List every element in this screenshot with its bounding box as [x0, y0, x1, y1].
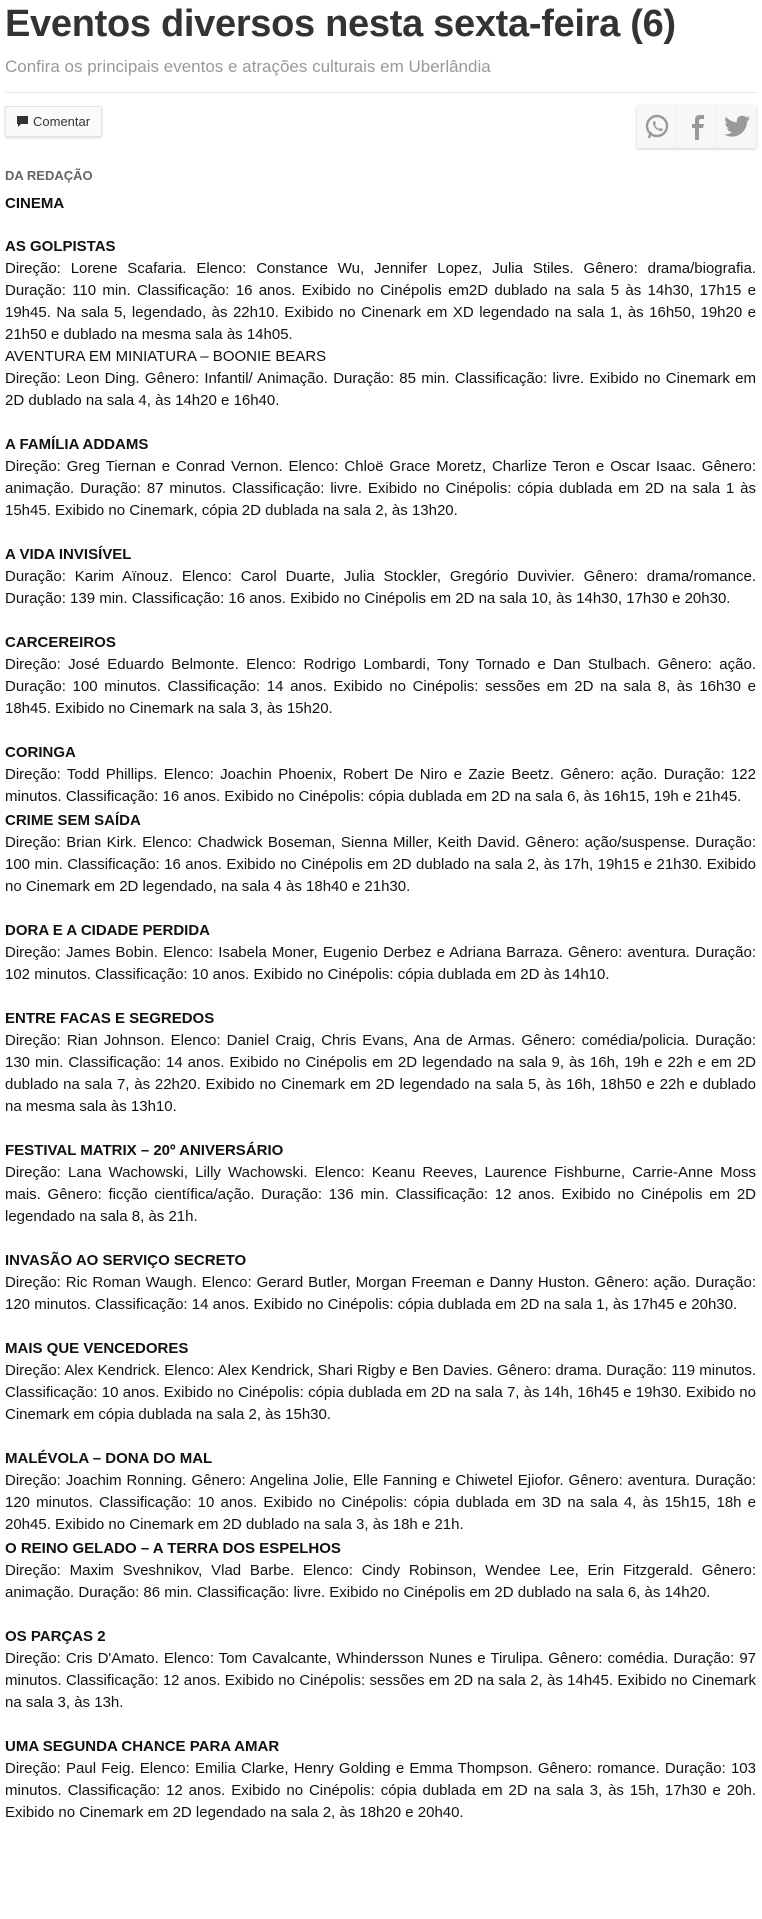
movie-details: Direção: James Bobin. Elenco: Isabela Moner, Eugenio Derbez e Adriana Barraza. Gênero: aventura. Duração: 102 minutos. Classificação: 10 anos. Exibido no Cinépolis: cópia dublada em 2D às 14h10.	[5, 944, 756, 983]
movie-details: Direção: Lana Wachowski, Lilly Wachowski. Elenco: Keanu Reeves, Laurence Fishburne, Carrie-Anne Moss mais. Gênero: ficção científica/ação. Duração: 136 min. Classificação: 12 anos. Exibido no Cinépolis em 2D legendado na sala 8, às 21h.	[5, 1164, 756, 1225]
movie-details: Direção: Leon Ding. Gênero: Infantil/ Animação. Duração: 85 min. Classificação: livre. Exibido no Cinemark em 2D dublado na sala 4, às 14h20 e 16h40.	[5, 370, 756, 409]
article-subtitle: Confira os principais eventos e atrações culturais em Uberlândia	[5, 57, 491, 76]
movie-details: Duração: Karim Aïnouz. Elenco: Carol Duarte, Julia Stockler, Gregório Duvivier. Gênero: drama/romance. Duração: 139 min. Classificação: 16 anos. Exibido no Cinépolis em 2D na sala 10, às 14h30, 17h30 e 20h30.	[5, 568, 756, 607]
facebook-icon[interactable]	[677, 105, 717, 148]
whatsapp-icon[interactable]	[637, 105, 677, 148]
movie-entry	[5, 810, 756, 898]
movie-details: Direção: José Eduardo Belmonte. Elenco: Rodrigo Lombardi, Tony Tornado e Dan Stulbach. Gênero: ação. Duração: 100 minutos. Classificação: 14 anos. Exibido no Cinépolis: sessões em 2D na sala 8, às 16h30 e 18h45. Exibido no Cinemark na sala 3, às 15h20.	[5, 656, 756, 717]
movie-entry	[5, 544, 756, 610]
comment-button[interactable]	[5, 106, 102, 137]
byline: DA REDAÇÃO	[5, 168, 93, 183]
movie-details: Direção: Rian Johnson. Elenco: Daniel Craig, Chris Evans, Ana de Armas. Gênero: comédia/policia. Duração: 130 min. Classificação: 14 anos. Exibido no Cinépolis em 2D legendado na sala 9, às 16h, 19h e 22h e em 2D dublado na sala 7, às 22h20. Exibido no Cinemark em 2D legendado na sala 5, às 16h, 18h50 e 22h e dublado na mesma sala às 13h10.	[5, 1032, 756, 1115]
movie-entry	[5, 1250, 756, 1316]
movie-title: CRIME SEM SAÍDA	[5, 812, 141, 829]
movie-details: Direção: Paul Feig. Elenco: Emilia Clarke, Henry Golding e Emma Thompson. Gênero: romance. Duração: 103 minutos. Classificação: 12 anos. Exibido no Cinépolis: cópia dublada em 2D na sala 3, às 15h, 17h30 e 20h. Exibido no Cinemark em 2D legendado na sala 2, às 18h20 e 20h40.	[5, 1760, 756, 1821]
movie-title: A VIDA INVISÍVEL	[5, 546, 132, 563]
movie-list	[5, 236, 756, 1824]
movie-entry	[5, 236, 756, 412]
movie-details: Direção: Brian Kirk. Elenco: Chadwick Boseman, Sienna Miller, Keith David. Gênero: ação/suspense. Duração: 100 min. Classificação: 16 anos. Exibido no Cinépolis em 2D dublado na sala 2, às 17h, 19h15 e 21h30. Exibido no Cinemark em 2D legendado, na sala 4 às 18h40 e 21h30.	[5, 834, 756, 895]
movie-title: OS PARÇAS 2	[5, 1628, 106, 1645]
movie-entry	[5, 1140, 756, 1228]
movie-details: Direção: Maxim Sveshnikov, Vlad Barbe. Elenco: Cindy Robinson, Wendee Lee, Erin Fitzgerald. Gênero: animação. Duração: 86 min. Classificação: livre. Exibido no Cinépolis em 2D dublado na sala 6, às 14h20.	[5, 1562, 756, 1601]
section-heading: CINEMA	[5, 195, 65, 212]
movie-entry	[5, 1008, 756, 1118]
movie-title: MALÉVOLA – DONA DO MAL	[5, 1450, 213, 1467]
page-title: Eventos diversos nesta sexta-feira (6)	[5, 3, 676, 45]
movie-entry	[5, 1538, 756, 1604]
movie-entry	[5, 1626, 756, 1714]
movie-details: Direção: Ric Roman Waugh. Elenco: Gerard Butler, Morgan Freeman e Danny Huston. Gênero: ação. Duração: 120 minutos. Classificação: 14 anos. Exibido no Cinépolis: cópia dublada em 2D na sala 1, às 17h45 e 20h30.	[5, 1274, 756, 1313]
movie-details: Direção: Lorene Scafaria. Elenco: Constance Wu, Jennifer Lopez, Julia Stiles. Gênero: drama/biografia. Duração: 110 min. Classificação: 16 anos. Exibido no Cinépolis em2D dublado na sala 5 às 14h30, 17h15 e 19h45. Na sala 5, legendado, às 22h10. Exibido no Cinenark em XD legendado na sala 1, às 16h50, 19h20 e 21h50 e dublado na mesma sala às 14h05.	[5, 260, 756, 343]
movie-details: Direção: Todd Phillips. Elenco: Joachin Phoenix, Robert De Niro e Zazie Beetz. Gênero: ação. Duração: 122 minutos. Classificação: 16 anos. Exibido no Cinépolis: cópia dublada em 2D na sala 6, às 16h15, 19h e 21h45.	[5, 766, 756, 805]
movie-title: FESTIVAL MATRIX – 20º ANIVERSÁRIO	[5, 1142, 284, 1159]
movie-details: Direção: Joachim Ronning. Gênero: Angelina Jolie, Elle Fanning e Chiwetel Ejiofor. Gênero: aventura. Duração: 120 minutos. Classificação: 10 anos. Exibido no Cinépolis: cópia dublada em 3D na sala 4, às 15h15, 18h e 20h45. Exibido no Cinemark em 2D dublado na sala 3, às 18h e 21h.	[5, 1472, 756, 1533]
movie-entry	[5, 1736, 756, 1824]
movie-title: MAIS QUE VENCEDORES	[5, 1340, 189, 1357]
twitter-icon[interactable]	[717, 105, 756, 148]
movie-entry	[5, 742, 756, 808]
movie-entry	[5, 434, 756, 522]
movie-details: Direção: Cris D'Amato. Elenco: Tom Cavalcante, Whindersson Nunes e Tirulipa. Gênero: comédia. Duração: 97 minutos. Classificação: 12 anos. Exibido no Cinépolis: sessões em 2D na sala 2, às 14h45. Exibido no Cinemark na sala 3, às 13h.	[5, 1650, 756, 1711]
movie-title: ENTRE FACAS E SEGREDOS	[5, 1010, 215, 1027]
movie-title: DORA E A CIDADE PERDIDA	[5, 922, 211, 939]
share-buttons	[637, 105, 756, 148]
movie-title: CORINGA	[5, 744, 76, 761]
comment-label: Comentar	[33, 114, 91, 129]
comment-icon	[16, 115, 29, 128]
movie-details: AVENTURA EM MINIATURA – BOONIE BEARS	[5, 348, 327, 365]
action-bar	[5, 103, 756, 163]
movie-title: A FAMÍLIA ADDAMS	[5, 436, 149, 453]
movie-entry	[5, 1338, 756, 1426]
movie-title: AS GOLPISTAS	[5, 238, 116, 255]
movie-entry	[5, 920, 756, 986]
movie-entry	[5, 632, 756, 720]
movie-title: O REINO GELADO – A TERRA DOS ESPELHOS	[5, 1540, 341, 1557]
divider	[5, 92, 756, 93]
movie-details: Direção: Greg Tiernan e Conrad Vernon. Elenco: Chloë Grace Moretz, Charlize Teron e Oscar Isaac. Gênero: animação. Duração: 87 minutos. Classificação: livre. Exibido no Cinépolis: cópia dublada em 2D na sala 1 às 15h45. Exibido no Cinemark, cópia 2D dublada na sala 2, às 13h20.	[5, 458, 756, 519]
movie-title: INVASÃO AO SERVIÇO SECRETO	[5, 1252, 247, 1269]
movie-entry	[5, 1448, 756, 1536]
movie-title: UMA SEGUNDA CHANCE PARA AMAR	[5, 1738, 280, 1755]
movie-title: CARCEREIROS	[5, 634, 116, 651]
movie-details: Direção: Alex Kendrick. Elenco: Alex Kendrick, Shari Rigby e Ben Davies. Gênero: drama. Duração: 119 minutos. Classificação: 10 anos. Exibido no Cinépolis: cópia dublada em 2D na sala 7, às 14h, 16h45 e 19h30. Exibido no Cinemark em cópia dublada na sala 2, às 15h30.	[5, 1362, 756, 1423]
